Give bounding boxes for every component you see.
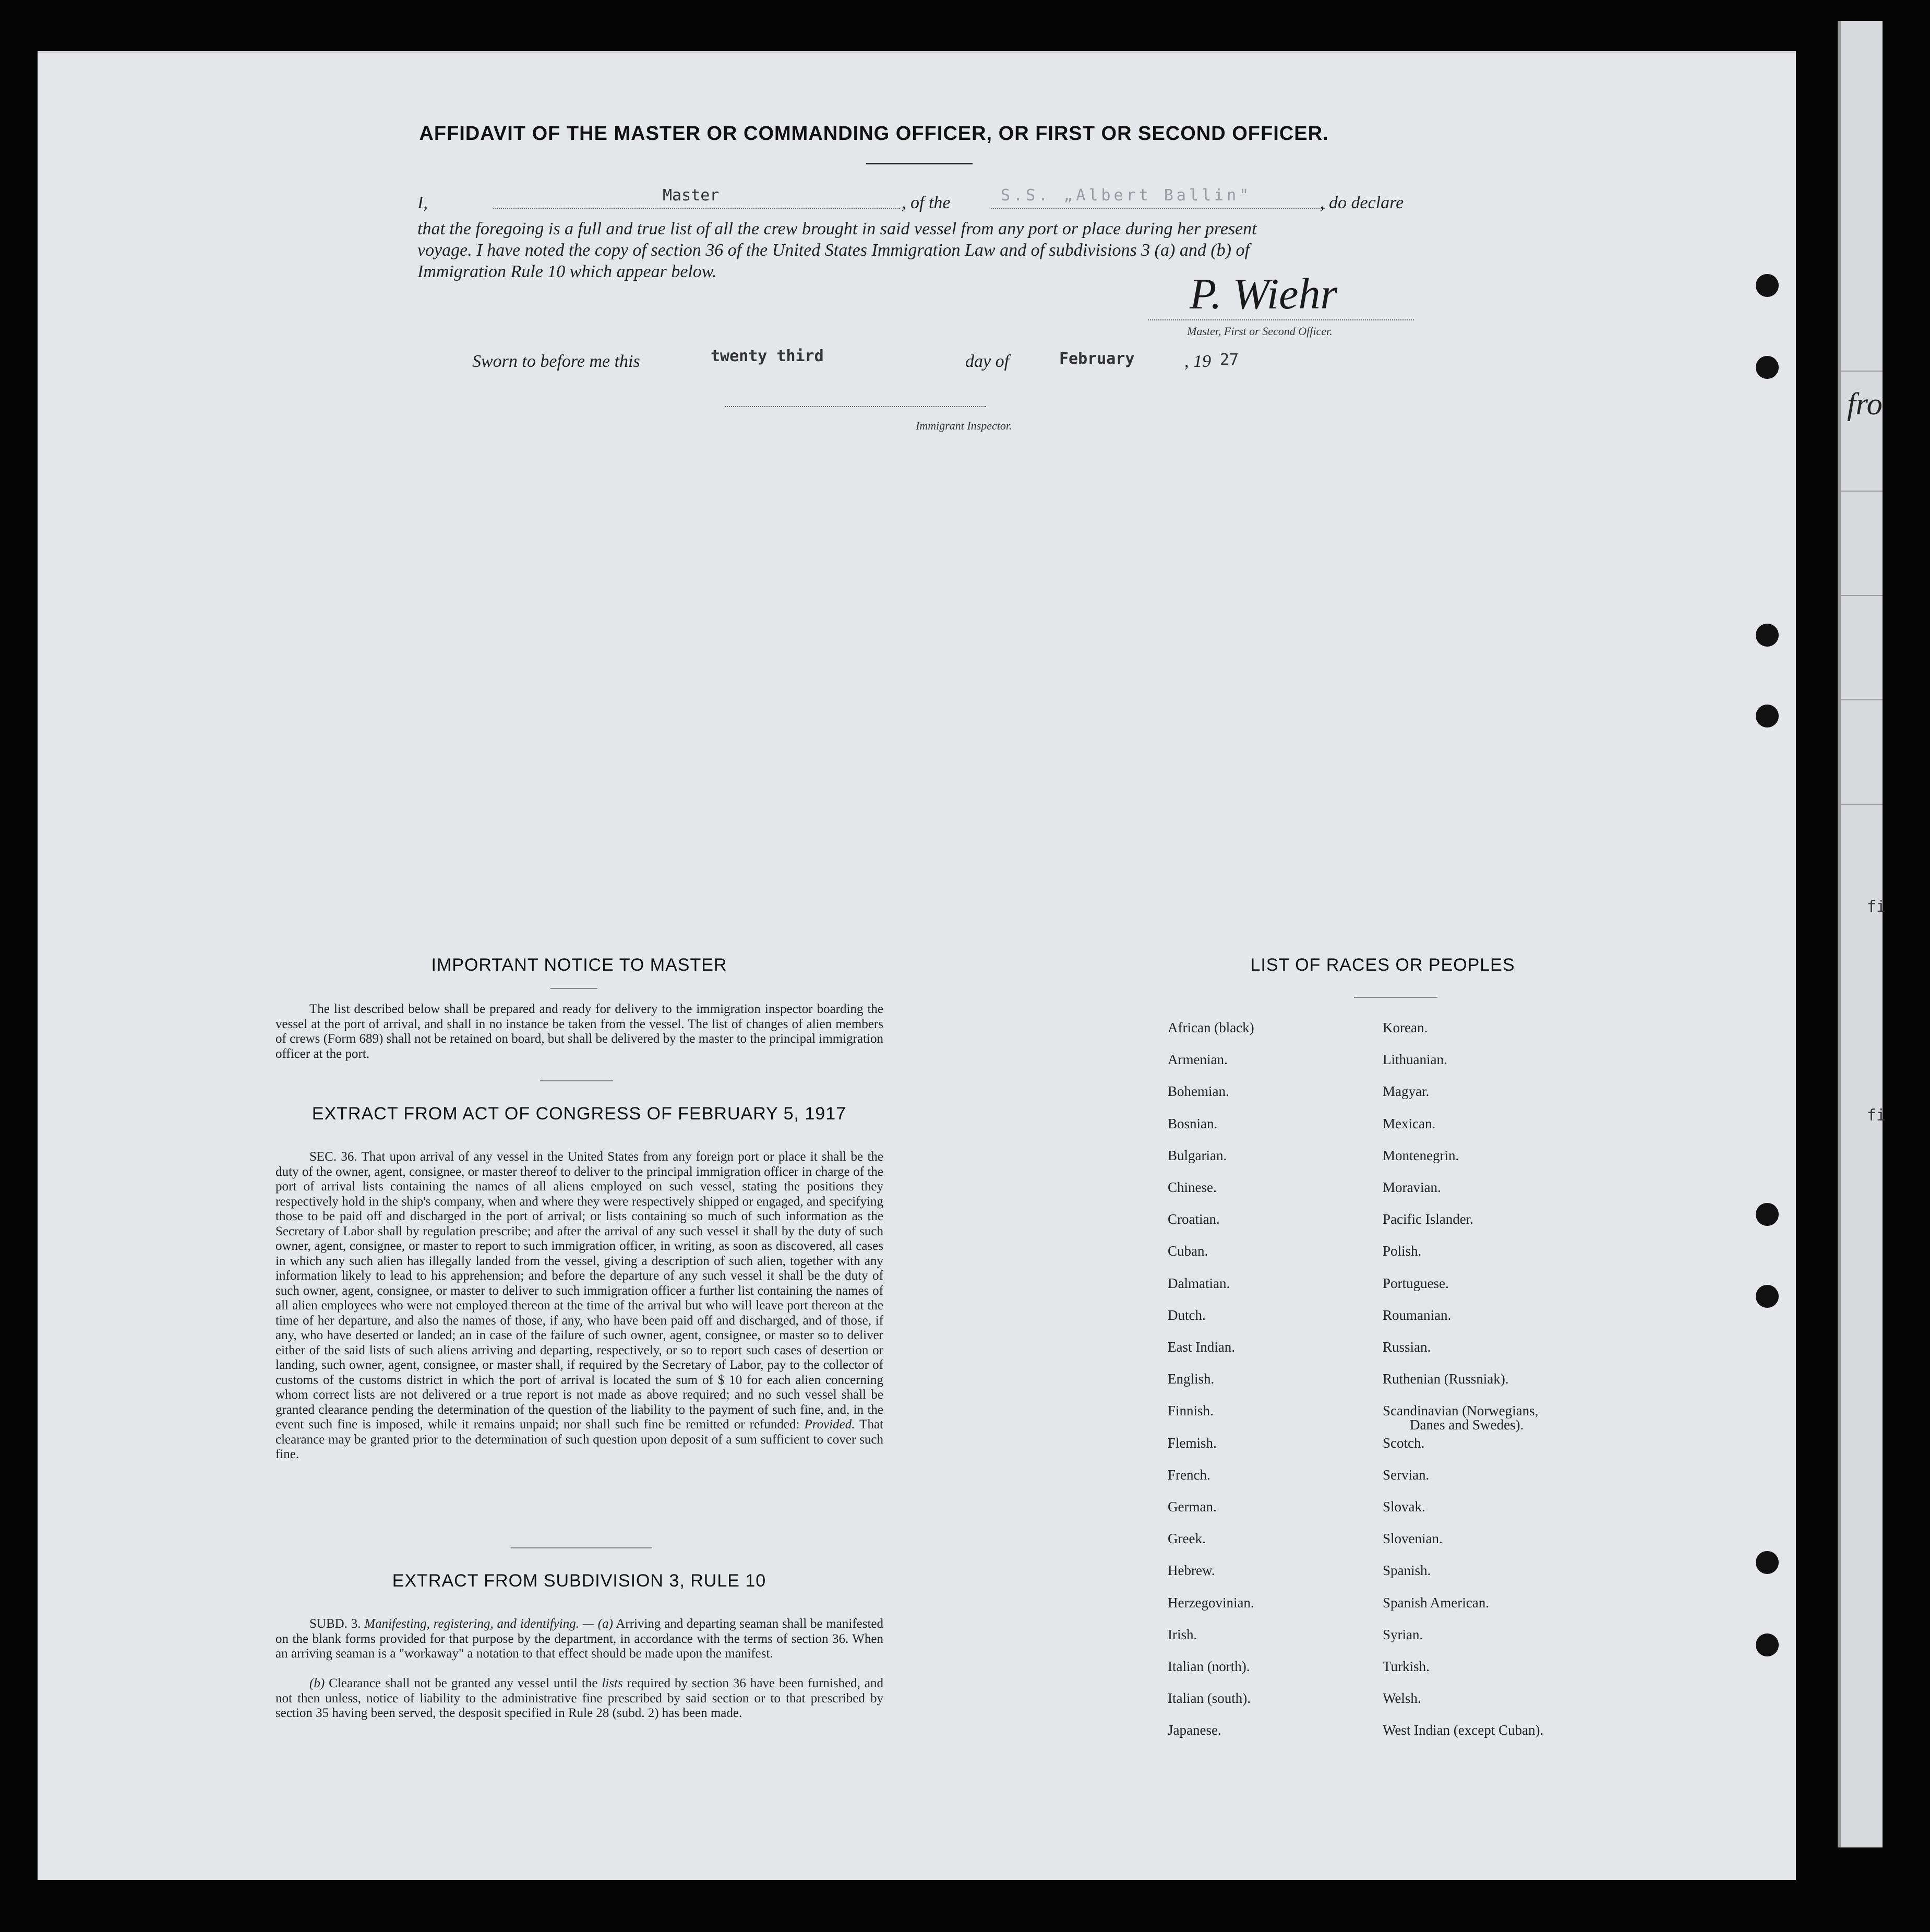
race-item: Lithuanian. [1383, 1052, 1447, 1067]
title-divider [866, 163, 973, 164]
race-item: Flemish. [1168, 1435, 1217, 1451]
act-body-end: That clearance may be granted prior to the determination of such question upon deposit of a sum sufficient to cover such fine. [275, 1417, 883, 1461]
race-item: Roumanian. [1383, 1307, 1452, 1323]
race-item: Scotch. [1383, 1435, 1425, 1451]
race-item: Russian. [1383, 1339, 1431, 1355]
punch-hole [1756, 1551, 1779, 1574]
vessel-blank [991, 208, 1325, 209]
act-end-divider [511, 1547, 652, 1548]
race-item: Polish. [1383, 1243, 1422, 1259]
declaration-line-3: Immigration Rule 10 which appear below. [417, 262, 717, 281]
race-item: Dalmatian. [1168, 1275, 1230, 1291]
rule-b-text-end: required by section 36 have been furnished, and not then unless, notice of liability to the administrative fine prescribed by said section or to that prescribed by section 35 having been served, the desposit specified in Rule 28 (subd. 2) has been made. [275, 1676, 884, 1720]
race-item: West Indian (except Cuban). [1383, 1722, 1544, 1738]
signature-line [1148, 319, 1414, 320]
punch-hole [1756, 356, 1779, 379]
typed-day: twenty third [711, 347, 824, 365]
act-text [275, 1150, 883, 1462]
race-item: Korean. [1383, 1020, 1428, 1035]
act-body: SEC. 36. That upon arrival of any vessel in the United States from any foreign port or place it shall be the duty of the owner, agent, consignee, or master thereof to deliver to the principal immigration officer in charge of the port of arrival lists containing the names of all aliens employed on such vessel, stating the positions they respectively hold in the ship's company, when and where they were respectively shipped or engaged, and specifying those to be paid off and discharged in the port of arrival; or lists containing so much of such information as the Secretary of Labor shall by regulation prescribe; and after the arrival of any such vessel it shall by the duty of such owner, agent, consignee, or master to report to such immigration officer, in writing, as soon as discovered, all cases in which any such alien has illegally landed from the vessel, giving a description of such alien, together with any information likely to lead to his apprehension; and before the departure of any such vessel it shall be the duty of such owner, agent, consignee, or master to deliver to such immigration officer a further list containing the names of all alien employees who were not employed thereon at the time of the arrival but who will leave port thereon at the time of her departure, and also the names of those, if any, who have been paid off and discharged, and of those, if any, who have deserted or landed; an in case of the failure of such owner, agent, consignee, or master so to deliver either of the said lists of such aliens arriving and departing, respectively, or so to report such cases of desertion or landing, such owner, agent, consignee, or master shall, if required by the Secretary of Labor, pay to the collector of customs of the customs district in which the port of arrival is located the sum of $ 10 for each alien concerning whom correct lists are not delivered or a true report is not made as above required; and no such vessel shall be granted clearance pending the determination of the question of the liability to the payment of such fine, and, in the event such fine is imposed, while it remains unpaid; nor shall such fine be remitted or refunded: [275, 1150, 883, 1432]
do-declare-label: , do declare [1320, 193, 1404, 212]
rule-subd-b [275, 1676, 883, 1721]
race-item: Finnish. [1168, 1403, 1214, 1418]
race-item: Montenegrin. [1383, 1148, 1459, 1163]
notice-title: IMPORTANT NOTICE TO MASTER [431, 955, 727, 975]
strip-rule [1841, 804, 1883, 805]
race-item: East Indian. [1168, 1339, 1235, 1355]
race-item: African (black) [1168, 1020, 1254, 1035]
race-item: Hebrew. [1168, 1563, 1215, 1578]
race-item: Cuban. [1168, 1243, 1208, 1259]
year-prefix: , 19 [1184, 352, 1211, 371]
race-item: Moravian. [1383, 1179, 1441, 1195]
strip-handwriting: fro [1847, 387, 1883, 421]
typed-month: February [1059, 350, 1135, 368]
race-item: Ruthenian (Russniak). [1383, 1371, 1509, 1387]
race-item: Spanish American. [1383, 1595, 1489, 1611]
day-of-label: day of [965, 352, 1010, 371]
signature-caption: Master, First or Second Officer. [1187, 325, 1333, 338]
rule-b-text: Clearance shall not be granted any vessel until the [329, 1676, 598, 1690]
typed-master: Master [663, 186, 720, 205]
act-provided: Provided. [804, 1417, 855, 1432]
rule-b-lists: lists [602, 1676, 623, 1690]
name-blank [493, 208, 900, 209]
race-item: Croatian. [1168, 1211, 1220, 1227]
strip-typed-text: fi [1867, 1106, 1886, 1125]
declaration-line-2: voyage. I have noted the copy of section 36 of the United States Immigration Law and of subdivisions 3 (a) and (b) of [417, 241, 1250, 260]
rule-a-heading: Manifesting, registering, and identifying. — (a) [364, 1617, 613, 1631]
punch-hole [1756, 1633, 1779, 1656]
race-item: Bulgarian. [1168, 1148, 1227, 1163]
signature: P. Wiehr [1190, 270, 1338, 318]
race-item: Herzegovinian. [1168, 1595, 1254, 1611]
strip-typed-text: fi [1867, 898, 1886, 916]
race-item: Syrian. [1383, 1627, 1423, 1642]
strip-rule [1841, 699, 1883, 700]
race-item: Slovenian. [1383, 1531, 1443, 1546]
race-item: Turkish. [1383, 1659, 1430, 1674]
affidavit-title: AFFIDAVIT OF THE MASTER OR COMMANDING OFFICER, OR FIRST OR SECOND OFFICER. [419, 123, 1329, 145]
race-item: Armenian. [1168, 1052, 1228, 1067]
punch-hole [1756, 1203, 1779, 1226]
punch-hole [1756, 705, 1779, 728]
race-item: Pacific Islander. [1383, 1211, 1473, 1227]
rule-title: EXTRACT FROM SUBDIVISION 3, RULE 10 [392, 1571, 766, 1591]
punch-hole [1756, 274, 1779, 297]
inspector-caption: Immigrant Inspector. [916, 419, 1012, 432]
race-item: Spanish. [1383, 1563, 1431, 1578]
rule-b-lead: (b) [309, 1676, 325, 1690]
race-item: Greek. [1168, 1531, 1206, 1546]
races-divider [1354, 997, 1437, 998]
notice-end-divider [540, 1080, 613, 1081]
declaration-line-1: that the foregoing is a full and true list of all the crew brought in said vessel from any port or place during her present [417, 219, 1257, 238]
rule-a-text: Arriving and departing seaman shall be manifested on the blank forms provided for that purpose by the department, in accordance with the terms of section 36. When an arriving seaman is a "workaway" a notation to that effect should be made upon the manifest. [275, 1617, 884, 1661]
race-item: Danes and Swedes). [1410, 1417, 1524, 1433]
race-item: Irish. [1168, 1627, 1197, 1642]
notice-text: The list described below shall be prepared and ready for delivery to the immigration inspector boarding the vessel at the port of arrival, and shall in no instance be taken from the vessel. The list of changes of alien members of crews (Form 689) shall not be retained on board, but shall be delivered by the master to the principal immigration officer at the port. [275, 1002, 883, 1061]
race-item: French. [1168, 1467, 1210, 1483]
punch-hole [1756, 624, 1779, 647]
race-item: Servian. [1383, 1467, 1430, 1483]
sworn-label: Sworn to before me this [472, 352, 640, 371]
rule-subd-a [275, 1617, 883, 1662]
race-item: Magyar. [1383, 1083, 1430, 1099]
act-title: EXTRACT FROM ACT OF CONGRESS OF FEBRUARY 5, 1917 [311, 1104, 847, 1124]
of-the-label: , of the [902, 193, 951, 212]
race-item: German. [1168, 1499, 1217, 1514]
race-item: Italian (north). [1168, 1659, 1250, 1674]
race-item: Portuguese. [1383, 1275, 1449, 1291]
inspector-signature-line [725, 406, 986, 407]
typed-vessel-name: S.S. „Albert Ballin" [1001, 186, 1252, 205]
strip-rule [1841, 595, 1883, 596]
races-title: LIST OF RACES OR PEOPLES [1250, 955, 1515, 975]
race-item: Bohemian. [1168, 1083, 1229, 1099]
race-item: Bosnian. [1168, 1116, 1218, 1131]
i-label: I, [417, 193, 428, 212]
strip-rule [1841, 491, 1883, 492]
race-item: English. [1168, 1371, 1215, 1387]
race-item: Welsh. [1383, 1690, 1421, 1706]
strip-rule [1841, 371, 1883, 372]
notice-divider [550, 988, 597, 989]
adjacent-page-strip [1838, 21, 1886, 1847]
race-item: Dutch. [1168, 1307, 1206, 1323]
race-item: Italian (south). [1168, 1690, 1251, 1706]
race-item: Japanese. [1168, 1722, 1221, 1738]
punch-hole [1756, 1285, 1779, 1308]
race-item: Mexican. [1383, 1116, 1436, 1131]
race-item: Chinese. [1168, 1179, 1217, 1195]
race-item: Slovak. [1383, 1499, 1425, 1514]
typed-year: 27 [1220, 351, 1239, 369]
rule-a-lead: SUBD. 3. [309, 1617, 361, 1631]
race-item: Scandinavian (Norwegians, [1383, 1403, 1539, 1418]
